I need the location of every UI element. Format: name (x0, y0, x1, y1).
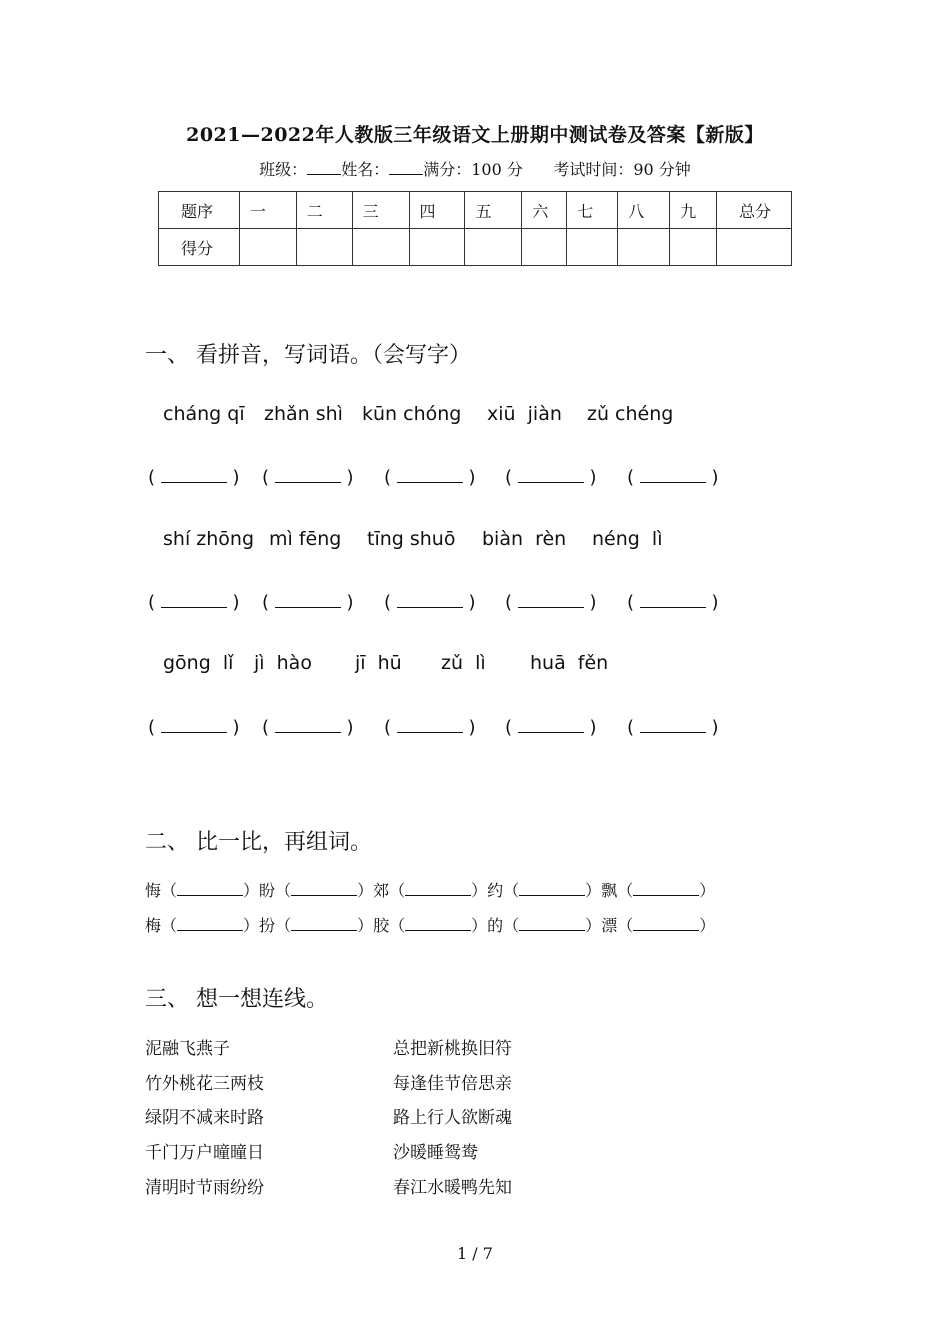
pinyin-item: jì hào (254, 652, 312, 674)
pinyin-item: jī hū (355, 652, 402, 674)
pinyin-item: tīng shuō (367, 528, 456, 550)
pinyin-item: huā fěn (530, 652, 609, 674)
poem-line-left[interactable]: 竹外桃花三两枝 (145, 1074, 264, 1094)
class-blank (307, 160, 341, 175)
answer-blank[interactable]: ( ) (148, 592, 240, 613)
poem-line-right[interactable]: 总把新桃换旧符 (393, 1039, 512, 1059)
score-cell[interactable] (465, 229, 522, 266)
score-cell-total[interactable] (717, 229, 792, 266)
score-cell[interactable] (409, 229, 465, 266)
answer-blank[interactable]: ( ) (505, 592, 597, 613)
class-label: 班级： (259, 160, 308, 179)
row-label-score: 得分 (159, 229, 240, 266)
full-score: 满分：100 分 (423, 160, 523, 179)
pinyin-item: cháng qī (163, 403, 245, 425)
exam-info-line (0, 157, 950, 180)
answer-blank[interactable]: ( ) (148, 467, 240, 488)
name-blank (389, 160, 423, 175)
pinyin-item: shí zhōng (163, 528, 255, 550)
score-cell[interactable] (239, 229, 296, 266)
answer-blank[interactable]: ( ) (384, 467, 476, 488)
poem-line-right[interactable]: 每逢佳节倍思亲 (393, 1074, 512, 1094)
compare-blank[interactable] (405, 918, 471, 931)
score-cell[interactable] (670, 229, 717, 266)
score-cell[interactable] (352, 229, 409, 266)
score-cell[interactable] (522, 229, 567, 266)
pinyin-item: gōng lǐ (163, 652, 234, 674)
pinyin-item: xiū jiàn (487, 403, 562, 425)
score-cell[interactable] (618, 229, 670, 266)
answer-blank[interactable]: ( ) (262, 467, 354, 488)
score-table (158, 191, 792, 266)
page-number: 1 / 7 (457, 1244, 493, 1263)
compare-char: 悔 (145, 881, 162, 900)
compare-blank[interactable] (633, 883, 699, 896)
compare-char: 盼 (259, 881, 276, 900)
score-table-score-row (159, 229, 792, 266)
compare-char: 扮 (259, 916, 276, 935)
pinyin-item: mì fēng (269, 528, 342, 550)
compare-blank[interactable] (633, 918, 699, 931)
poem-line-left[interactable]: 泥融飞燕子 (145, 1039, 230, 1059)
score-table-header-row (159, 192, 792, 229)
pinyin-item: biàn rèn (482, 528, 567, 550)
poem-line-right[interactable]: 沙暖睡鸳鸯 (393, 1143, 478, 1163)
answer-blank[interactable]: ( ) (148, 717, 240, 738)
poem-line-left[interactable]: 千门万户曈曈日 (145, 1143, 264, 1163)
pinyin-item: zǔ lì (441, 652, 486, 674)
pinyin-item: kūn chóng (362, 403, 462, 425)
compare-blank[interactable] (405, 883, 471, 896)
header-cell: 三 (352, 192, 409, 229)
answer-blank[interactable]: ( ) (505, 467, 597, 488)
compare-blank[interactable] (519, 883, 585, 896)
section2-heading: 二、 比一比，再组词。 (145, 830, 372, 855)
poem-line-right[interactable]: 春江水暖鸭先知 (393, 1178, 512, 1198)
name-label: 姓名： (341, 160, 390, 179)
answer-blank[interactable]: ( ) (384, 592, 476, 613)
compare-blank[interactable] (291, 918, 357, 931)
compare-row-2: 梅（ ）扮（ ）胶（ ）的（ ）漂（ ） (145, 916, 716, 935)
compare-char: 约 (487, 881, 504, 900)
compare-row-1: 悔（ ）盼（ ）郊（ ）约（ ）飘（ ） (145, 881, 716, 900)
compare-blank[interactable] (519, 918, 585, 931)
compare-char: 的 (487, 916, 504, 935)
header-cell: 六 (522, 192, 567, 229)
compare-blank[interactable] (291, 883, 357, 896)
header-cell-total: 总分 (717, 192, 792, 229)
compare-char: 漂 (601, 916, 618, 935)
section1-heading: 一、 看拼音，写词语。（会写字） (145, 343, 471, 368)
compare-char: 飘 (601, 881, 618, 900)
header-cell: 二 (296, 192, 352, 229)
header-cell: 九 (670, 192, 717, 229)
compare-blank[interactable] (177, 918, 243, 931)
header-cell: 五 (465, 192, 522, 229)
answer-blank[interactable]: ( ) (627, 467, 719, 488)
header-cell: 一 (239, 192, 296, 229)
compare-char: 梅 (145, 916, 162, 935)
score-cell[interactable] (567, 229, 618, 266)
exam-time: 考试时间：90 分钟 (553, 160, 691, 179)
answer-blank[interactable]: ( ) (262, 592, 354, 613)
compare-char: 胶 (373, 916, 390, 935)
pinyin-item: néng lì (592, 528, 663, 550)
score-cell[interactable] (296, 229, 352, 266)
header-cell: 七 (567, 192, 618, 229)
pinyin-item: zǔ chéng (587, 403, 674, 425)
pinyin-item: zhǎn shì (264, 403, 343, 425)
compare-blank[interactable] (177, 883, 243, 896)
answer-blank[interactable]: ( ) (627, 592, 719, 613)
answer-blank[interactable]: ( ) (262, 717, 354, 738)
answer-blank[interactable]: ( ) (384, 717, 476, 738)
header-cell-order: 题序 (159, 192, 240, 229)
answer-blank[interactable]: ( ) (505, 717, 597, 738)
compare-char: 郊 (373, 881, 390, 900)
header-cell: 四 (409, 192, 465, 229)
answer-blank[interactable]: ( ) (627, 717, 719, 738)
poem-line-left[interactable]: 绿阴不减来时路 (145, 1108, 264, 1128)
poem-line-right[interactable]: 路上行人欲断魂 (393, 1108, 512, 1128)
poem-line-left[interactable]: 清明时节雨纷纷 (145, 1178, 264, 1198)
section3-heading: 三、 想一想连线。 (145, 987, 328, 1012)
document-title: 2021—2022年人教版三年级语文上册期中测试卷及答案【新版】 (186, 124, 764, 146)
header-cell: 八 (618, 192, 670, 229)
